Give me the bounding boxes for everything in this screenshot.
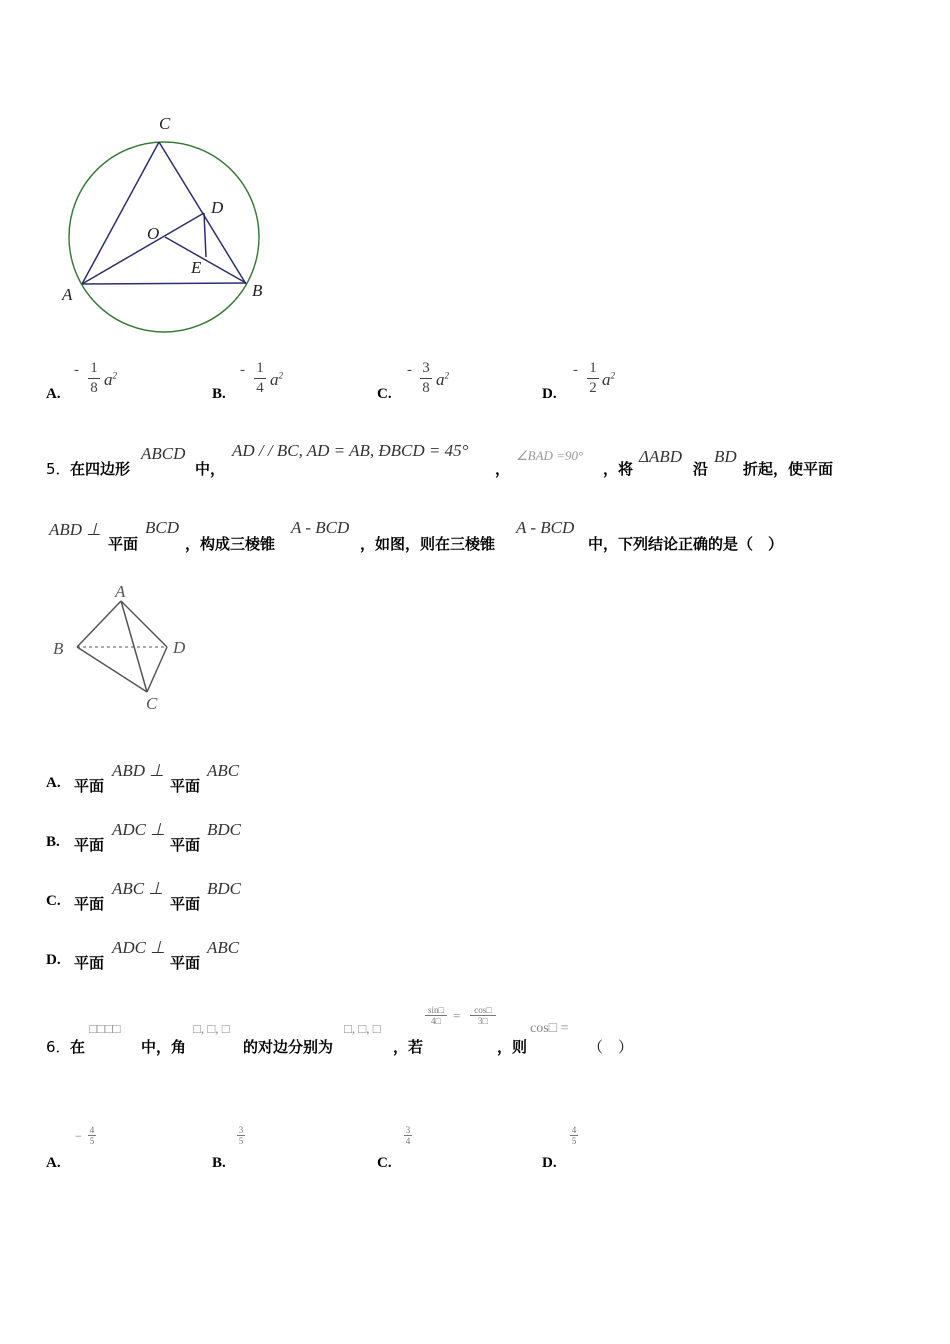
numerator: 1	[589, 360, 597, 376]
text: 在四边形	[70, 460, 131, 478]
option-b-letter[interactable]: B.	[212, 386, 226, 402]
option-c-letter[interactable]: C.	[377, 386, 392, 402]
text: 平面	[74, 954, 105, 972]
denominator: 4	[256, 380, 264, 396]
label-a: A	[62, 285, 73, 304]
fraction	[88, 1125, 96, 1146]
label-o: O	[147, 224, 160, 243]
edge-dc	[147, 647, 167, 692]
math: ABC	[207, 938, 240, 957]
numerator: 3	[405, 1125, 411, 1135]
math: ABC ⊥	[112, 879, 164, 898]
denominator: 5	[89, 1136, 95, 1146]
edge-ab	[77, 601, 121, 647]
vertex-a-label: A	[115, 582, 126, 601]
denominator: 4	[405, 1136, 411, 1146]
question-number: 5．	[46, 460, 71, 478]
math: ΔABD	[639, 447, 683, 466]
sign: -	[240, 362, 245, 378]
denominator: 4□	[431, 1016, 441, 1026]
text: 平面	[74, 895, 105, 913]
denominator: 5	[238, 1136, 244, 1146]
option-letter: D.	[46, 952, 61, 968]
math: ADC ⊥	[112, 820, 166, 839]
fraction-1	[425, 1005, 447, 1026]
option-d-letter[interactable]: D.	[542, 386, 557, 402]
equals-sign: =	[453, 1008, 461, 1023]
sign: -	[573, 362, 578, 378]
text: ，如图，则在三棱锥	[360, 535, 496, 553]
fraction	[404, 1125, 412, 1146]
option-d-value[interactable]	[573, 362, 578, 379]
text: 折起，使平面	[743, 460, 834, 478]
text: 平面	[170, 836, 201, 854]
segment-cb	[159, 142, 246, 284]
numerator: sin□	[428, 1005, 444, 1015]
text: ，构成三棱锥	[185, 535, 276, 553]
denominator: 3□	[478, 1016, 488, 1026]
option-letter: A.	[46, 775, 61, 791]
numerator: 4	[89, 1125, 95, 1135]
option-letter: D.	[542, 1155, 557, 1171]
math: ABC	[207, 761, 240, 780]
segment-ab	[82, 283, 246, 284]
text: 平面	[170, 954, 201, 972]
text: ，则	[497, 1038, 528, 1056]
denominator: 8	[90, 380, 98, 396]
variable: a	[602, 370, 611, 389]
denominator: 5	[571, 1136, 577, 1146]
math: BD	[714, 447, 737, 466]
text: 在	[70, 1038, 86, 1056]
option-a-value[interactable]	[74, 362, 79, 379]
option-b-value[interactable]	[240, 362, 245, 379]
label-c: C	[159, 114, 171, 133]
math: BDC	[207, 879, 241, 898]
math: BDC	[207, 820, 241, 839]
fraction	[570, 1125, 578, 1146]
exponent: 2	[610, 370, 615, 381]
fraction	[237, 1125, 245, 1146]
numerator: 3	[422, 360, 430, 376]
math: ADC ⊥	[112, 938, 166, 957]
text: 平面	[74, 777, 105, 795]
text: 中，	[195, 460, 226, 478]
numerator: 3	[238, 1125, 244, 1135]
q4-circle-figure	[69, 142, 259, 332]
text: 平面	[170, 895, 201, 913]
vertex-d-label: D	[173, 638, 186, 657]
exponent: 2	[278, 370, 283, 381]
math: □□□□	[89, 1021, 121, 1036]
text: ，	[495, 460, 511, 478]
math: □, □, □	[344, 1021, 381, 1036]
text: 平面	[170, 777, 201, 795]
question-number: 6．	[46, 1038, 71, 1056]
option-c-value[interactable]	[407, 362, 412, 379]
text: 中，下列结论正确的是（ ）	[588, 535, 784, 553]
variable: a	[436, 370, 445, 389]
fraction-2	[470, 1005, 496, 1026]
vertex-c-label: C	[146, 694, 158, 713]
numerator: 1	[90, 360, 98, 376]
math: A - BCD	[516, 518, 575, 537]
option-letter: B.	[212, 1155, 226, 1171]
denominator: 2	[589, 380, 597, 396]
math: ABD ⊥	[49, 520, 102, 539]
text: ，将	[603, 460, 634, 478]
text: 中，角	[141, 1038, 187, 1056]
segment-ac	[82, 142, 159, 284]
text: 的对边分别为	[243, 1038, 334, 1056]
math: cos□ =	[530, 1021, 569, 1036]
text: 平面	[108, 535, 139, 553]
exponent: 2	[444, 370, 449, 381]
math: □, □, □	[193, 1021, 230, 1036]
variable: a	[270, 370, 279, 389]
math: A - BCD	[291, 518, 350, 537]
variable: a	[104, 370, 113, 389]
option-a-letter[interactable]: A.	[46, 386, 61, 402]
sign: -	[407, 362, 412, 378]
option-letter: C.	[46, 893, 61, 909]
label-d: D	[211, 198, 224, 217]
option-letter: C.	[377, 1155, 392, 1171]
numerator: 4	[571, 1125, 577, 1135]
text: 沿	[693, 460, 709, 478]
text: （ ）	[588, 1038, 634, 1056]
option-letter: A.	[46, 1155, 61, 1171]
label-b: B	[252, 281, 263, 300]
sign: -	[74, 362, 79, 378]
numerator: 1	[256, 360, 264, 376]
sign: −	[75, 1129, 82, 1143]
vertex-b-label: B	[53, 639, 64, 658]
math: ABD ⊥	[112, 761, 165, 780]
denominator: 8	[422, 380, 430, 396]
option-letter: B.	[46, 834, 60, 850]
text: 平面	[74, 836, 105, 854]
label-e: E	[191, 258, 202, 277]
math: BCD	[145, 518, 179, 537]
exponent: 2	[112, 370, 117, 381]
math: ABCD	[141, 444, 186, 463]
math: AD / / BC, AD = AB, ÐBCD = 45°	[232, 441, 469, 460]
math: ∠BAD =90°	[516, 448, 584, 463]
numerator: cos□	[474, 1005, 492, 1015]
q5-tetrahedron-figure	[77, 601, 167, 692]
text: ，若	[393, 1038, 424, 1056]
